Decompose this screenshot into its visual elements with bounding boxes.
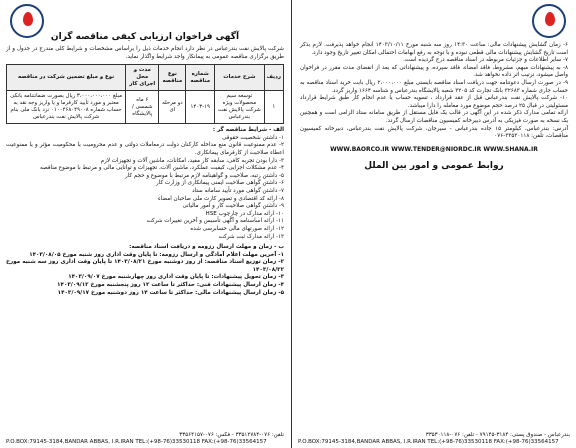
cell-description: توسعه سیم محصولات ویژه شرکت پالایش نفت بندرعباس bbox=[215, 91, 265, 124]
address: آدرس: بندرعباس، کیلومتر ۱۵ جاده بندرعباس - سیرجان، شرکت پالایش نفت بندرعباس، دبیرخانه کمیسیون مناقصات، تلفن: ۳۳۵۳۰۱۱۸-۰۷۶ bbox=[300, 125, 568, 140]
condition-item: ۳- دارا بودن تجربه کافی، سابقه کار مفید، امکانات، ماشین آلات و تجهیزات لازم bbox=[100, 157, 284, 164]
point-8: ۸- به پیشنهادات مبهم، مشروط، فاقد امضاء، فاقد سپرده، و پیشنهاداتی که بعد از انقضای مدت مقرر در فراخوان واصل میشود، ترتیب اثر داده نخواهد شد. bbox=[300, 64, 568, 79]
left-footer bbox=[0, 432, 290, 446]
schedule-item: ۲- زمان توزیع اسناد مناقصه: از روز دوشنبه مورخ ۱۴۰۳/۰۸/۲۱ تا پایان وقت اداری روز سه شنبه مورخ ۱۴۰۳/۰۸/۲۲ bbox=[6, 259, 285, 273]
point-6: ۶- زمان گشایش پیشنهادات مالی: ساعت ۱۴:۳۰ روز سه شنبه مورخ ۱۴۰۳/۱۰/۱۱ انجام خواهد پذیرفت. لازم بذکر است تاریخ گشایش پیشنهادات مالی قطعی نبوده و با توجه به رفع ابهامات احتمالی امکان تغییر تاریخ وجود دارد. bbox=[300, 42, 568, 56]
right-column bbox=[291, 0, 576, 448]
cell-row-number: ۱ bbox=[264, 91, 283, 124]
header-guarantee: نوع و مبلغ تضمین شرکت در مناقصه bbox=[7, 65, 126, 91]
condition-item: ۱۳- ارائه مدارک ثبت شرکت bbox=[218, 233, 284, 240]
header-description: شرح خدمات bbox=[215, 65, 265, 91]
condition-item: ۵- داشتن رتبه، صلاحیت و گواهینامه لازم مرتبط با موضوع و حجم کار bbox=[124, 172, 284, 179]
website-links[interactable]: WWW.BAORCO.IR WWW.TENDER@NIORDC.IR WWW.SHANA.IR bbox=[330, 145, 538, 153]
tender-table bbox=[6, 64, 284, 124]
right-footer bbox=[292, 432, 576, 446]
condition-item: ۱۲- ارائه صورتهای مالی حسابرسی شده bbox=[190, 225, 284, 232]
condition-item: ۸- ارائه کد اقتصادی و تصویر کارت ملی صاحبان امضاء bbox=[158, 195, 284, 202]
cell-tender-type: دو مرحله ای bbox=[159, 91, 186, 124]
company-logo bbox=[532, 4, 566, 38]
left-footer-fa: تلفن: ۰۷۶-۳۳۵۱۲۷۸۴ - فکس: ۰۷۶-۳۳۵۶۴۱۵۷ bbox=[179, 432, 284, 438]
condition-item: ۱۱- ارائه اساسنامه و آگهی تأسیس و آخرین تغییرات شرکت bbox=[146, 218, 284, 225]
condition-item: ۲- عدم ممنوعیت قانون منع مداخله کارکنان دولت درمعاملات دولتی و عدم محرومیت یا محکومیت مؤثر و یا ممنوعیت اعطاء صلاحیت از کارفرمای پیمانکاری. bbox=[6, 142, 284, 156]
right-text bbox=[300, 42, 568, 171]
schedule-item: ۴- زمان ارسال پیشنهادات فنی: حداکثر تا ساعت ۱۲ روز پنجشنبه مورخ ۱۴۰۳/۰۹/۱۲ bbox=[57, 282, 284, 289]
point-9: ۹- در صورت ارسال دعوتنامه جهت دریافت اسناد مناقصه بایستی مبلغ ۲،۰۰۰،۰۰۰ ریال بابت خرید اسناد مناقصه به حساب جاری شماره ۳۲۶۸۳ بانک تجارت کد ۳۲۰۵ شعبه پالایشگاه بندرعباس و شناسه ۱۶۶۴ واریز گردد. bbox=[300, 79, 569, 94]
header-duration: مدت و محل اجرای کار bbox=[126, 65, 159, 91]
left-footer-en: P.O.BOX:79145-3184,BANDAR ABBAS, I.R.IRAN TEL:(+98-76)33530118 FAX:(+98-76)33564157 bbox=[6, 439, 267, 445]
right-footer-fa: بندرعباس - صندوق پستی: ۳۱۸۴-۷۹۱۴۵ - تلفن: ۰۷۶-۳۳۵۳۰۱۱۸ bbox=[425, 432, 570, 438]
cell-duration: ۶ ماه شمسی / پالایشگاه bbox=[126, 91, 159, 124]
public-relations-signature: روابط عمومی و امور بین الملل bbox=[364, 160, 504, 171]
condition-item: ۴- عدم مشکلات اجرایی، کیفیت عملکرد، ماشین آلات، تجهیزات و توانایی مالی و مرتبط با موضوع مناقصه bbox=[40, 165, 284, 172]
condition-item: ۹- داشتن گواهی صلاحیت کار و امور مالیاتی bbox=[182, 203, 284, 210]
intro-text: شرکت پالایش نفت بندرعباس در نظر دارد انجام خدمات ذیل را براساس مشخصات و شرایط کلی مندرج در جدول و از طریق برگزاری مناقصه عمومی به پیمانکار واجد شرایط واگذار نماید. bbox=[6, 46, 284, 60]
schedule-item: ۱- آخرین مهلت اعلام آمادگی و ارسال رزومه: تا پایان وقت اداری روز شنبه مورخ ۱۴۰۳/۰۸/۰۵ bbox=[29, 251, 284, 258]
schedule-item: ۵- زمان ارسال پیشنهادات مالی: حداکثر تا ساعت ۱۴ روز دوشنبه مورخ ۱۴۰۳/۰۹/۱۷ bbox=[57, 289, 284, 296]
cell-guarantee: مبلغ ۳،۰۰۰،۰۰۰،۰۰۰ ریال بصورت ضمانتنامه بانکی معتبر و مورد تأیید کارفرما و یا واریز وجه نقد به حساب شماره ۰۱۰۰۴۶۸۰۴۹۰۰۸ نزد بانک ملی بنام شرکت پالایش نفت بندرعباس bbox=[7, 91, 126, 124]
left-text bbox=[6, 32, 284, 297]
condition-item: ۱- داشتن شخصیت حقوقی bbox=[222, 134, 284, 141]
point-7: ۷- سایر اطلاعات و جزئیات مربوطه در اسناد مناقصه درج گردیده است. bbox=[403, 57, 568, 64]
schedule-title: ب - زمان و مهلت ارسال رزومه و دریافت اسناد مناقصه: bbox=[129, 244, 284, 251]
condition-item: ۶- داشتن گواهی صلاحیت ایمنی پیمانکاری از وزارت کار bbox=[156, 180, 284, 187]
condition-item: ۱۰- ارائه مدارک در چارچوب HSE bbox=[205, 210, 284, 217]
header-tender-type: نوع مناقصه bbox=[159, 65, 186, 91]
conditions-title: الف - شرایط مناقصه گر : bbox=[212, 127, 284, 134]
cell-tender-number: ۱۴۰۳-۱۹ bbox=[186, 91, 215, 124]
announcement-title: آگهی فراخوان ارزیابی کیفی مناقصه گران bbox=[50, 32, 240, 42]
condition-item: ۷- داشتن گواهی مورد تأیید سامانه ستاد bbox=[192, 187, 284, 194]
table-header-row bbox=[7, 65, 284, 91]
schedule-item: ۳- زمان تحویل پیشنهادات: تا پایان وقت اداری روز چهارشنبه مورخ ۱۴۰۳/۰۹/۰۷ bbox=[68, 274, 284, 281]
table-row bbox=[7, 91, 284, 124]
point-10: ۱۰- شرکت پالایش نفت بندرعباس قبل از عقد قرارداد ، تسویه حساب یا عدم انجام کار طبق شرایط قرارداد مسئولیتی در قبال ۲۵ درصد حجم موضوع مورد معامله را دارا میباشد. bbox=[300, 95, 568, 109]
header-tender-number: شماره مناقصه bbox=[186, 65, 215, 91]
header-row-number: ردیف bbox=[264, 65, 283, 91]
note-documents: ارائه تمامی مدارک ذکر شده در این آگهی در قالب یک فایل مستقل از طریق سامانه ستاد الزامی است و همچنین یک نسخه به صورت فیزیکی به آدرس دبیرخانه کمیسیون مناقصات ارسال گردد. bbox=[300, 110, 568, 124]
right-footer-en: P.O.BOX:79145-3184,BANDAR ABBAS, I.R.IRAN TEL:(+98-76)33530118 FAX:(+98-76)33564157 bbox=[298, 439, 559, 445]
